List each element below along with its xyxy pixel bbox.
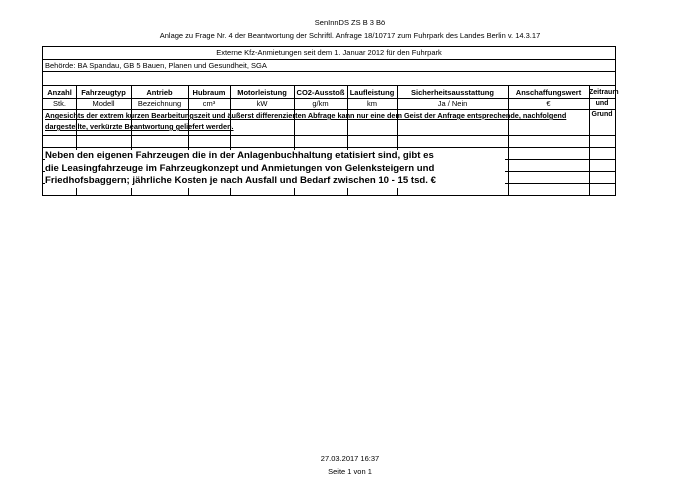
rental-table bbox=[42, 46, 619, 196]
col-header-anzahl: Anzahl bbox=[47, 88, 72, 97]
col-header-antrieb: Antrieb bbox=[146, 88, 173, 97]
col-unit-hubraum: cm³ bbox=[202, 99, 216, 108]
col-unit-fahrzeugtyp: Modell bbox=[92, 99, 115, 108]
col-unit-antrieb: Bezeichnung bbox=[137, 99, 182, 108]
answer-line-1: Neben den eigenen Fahrzeugen die in der Anlagenbuchhaltung etatisiert sind, gibt es bbox=[45, 150, 434, 161]
col-unit-zeitraum: und Grund bbox=[591, 100, 613, 118]
note-text bbox=[45, 110, 615, 132]
row-divider bbox=[43, 147, 615, 148]
col-header-sicherheit: Sicherheitsausstattung bbox=[411, 88, 494, 97]
col-unit-anschaffungswert: € bbox=[546, 99, 551, 108]
col-unit-anzahl: Stk. bbox=[53, 99, 66, 108]
footer-datetime: 27.03.2017 16:37 bbox=[320, 454, 380, 463]
answer-line-3: Friedhofsbaggern; jährliche Kosten je nach Ausfall und Bedarf zwischen 10 - 15 tsd. € bbox=[45, 175, 436, 186]
col-unit-co2: g/km bbox=[312, 99, 329, 108]
header-line-2: Anlage zu Frage Nr. 4 der Beantwortung der Schriftl. Anfrage 18/10717 zum Fuhrpark des Landes Berlin v. 14.3.17 bbox=[159, 31, 541, 40]
row-divider bbox=[43, 135, 615, 136]
col-header-co2: CO2-Ausstoß bbox=[296, 88, 345, 97]
col-header-anschaffungswert: Anschaffungswert bbox=[515, 88, 582, 97]
note-line-1: Angesichts der extrem kurzen Bearbeitungszeit und äußerst differenzierten Abfrage kann nur eine dem Geist der Anfrage entsprechende, nachfolgend bbox=[45, 111, 567, 120]
blank-row bbox=[43, 72, 615, 86]
col-unit-motorleistung: kW bbox=[256, 99, 268, 108]
col-header-motorleistung: Motorleistung bbox=[237, 88, 287, 97]
col-header-laufleistung: Laufleistung bbox=[349, 88, 395, 97]
table-title: Externe Kfz-Anmietungen seit dem 1. Januar 2012 für den Fuhrpark bbox=[43, 47, 615, 60]
footer-page: Seite 1 von 1 bbox=[328, 467, 372, 476]
note-line-2: dargestellte, verkürzte Beantwortung geliefert werden. bbox=[45, 122, 234, 131]
answer-text bbox=[45, 150, 505, 188]
authority-row: Behörde: BA Spandau, GB 5 Bauen, Planen und Gesundheit, SGA bbox=[43, 60, 615, 72]
header-line-1: SenInnDS ZS B 3 Bö bbox=[314, 18, 386, 27]
col-unit-laufleistung: km bbox=[367, 99, 377, 108]
answer-line-2: die Leasingfahrzeuge im Fahrzeugkonzept und Anmietungen von Gelenksteigern und bbox=[45, 162, 435, 174]
col-header-fahrzeugtyp: Fahrzeugtyp bbox=[81, 88, 126, 97]
col-header-hubraum: Hubraum bbox=[192, 88, 226, 97]
col-header-zeitraum: Zeitraum bbox=[589, 89, 619, 96]
col-unit-sicherheit: Ja / Nein bbox=[437, 99, 468, 108]
